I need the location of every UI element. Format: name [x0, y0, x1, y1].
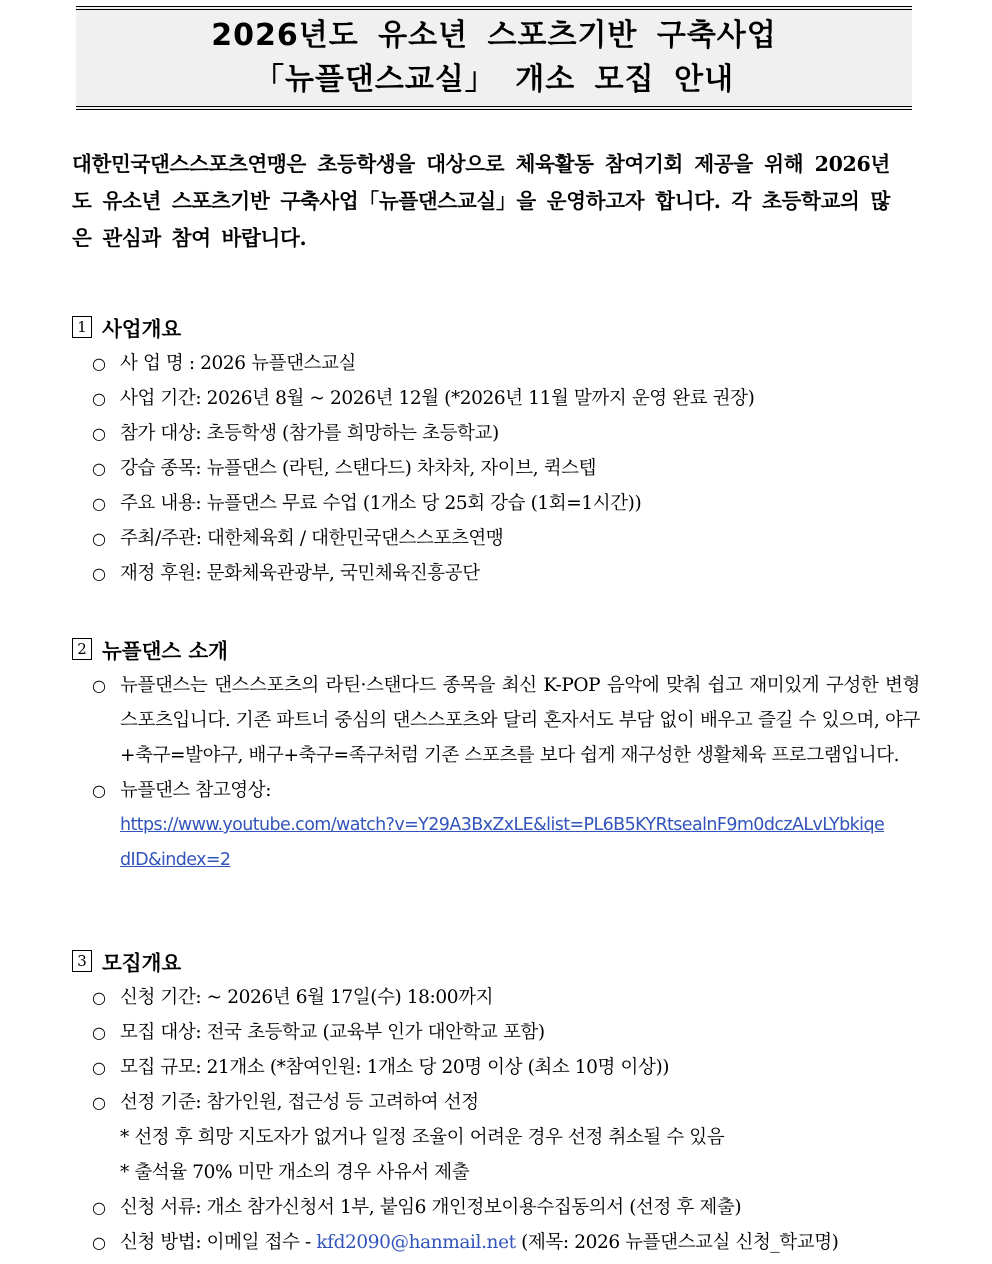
section-2-heading — [72, 634, 228, 664]
section-1-list — [92, 346, 924, 591]
bullet-icon: ○ — [92, 494, 106, 513]
list-item: ○ 신청 서류: 개소 참가신청서 1부, 붙임6 개인정보이용수집동의서 (선정 후 제출) — [92, 1190, 924, 1225]
method-subject: (제목: 2026 뉴플댄스교실 신청_학교명) — [515, 1232, 839, 1253]
bullet-icon: ○ — [92, 529, 106, 548]
bullet-icon: ○ — [92, 988, 106, 1007]
bullet-icon: ○ — [92, 1198, 106, 1217]
document-title-box — [76, 6, 912, 110]
section-1-heading — [72, 312, 181, 342]
bullet-icon: ○ — [92, 564, 106, 583]
section-3-title: 모집개요 — [102, 951, 182, 975]
video-link-line-2[interactable]: dID&index=2 — [120, 850, 231, 870]
bullet-icon: ○ — [92, 354, 106, 373]
list-item — [92, 1225, 924, 1260]
list-item: ○ 강습 종목: 뉴플댄스 (라틴, 스탠다드) 차차차, 자이브, 퀵스텝 — [92, 451, 924, 486]
list-item: ○ 선정 기준: 참가인원, 접근성 등 고려하여 선정 — [92, 1085, 924, 1120]
bullet-icon: ○ — [92, 676, 106, 695]
list-item: ○ 신청 기간: ~ 2026년 6월 17일(수) 18:00까지 — [92, 980, 924, 1015]
list-item: ○ 재정 후원: 문화체육관광부, 국민체육진흥공단 — [92, 556, 924, 591]
attendance-note: * 출석율 70% 미만 개소의 경우 사유서 제출 — [120, 1162, 470, 1183]
bullet-icon: ○ — [92, 424, 106, 443]
bullet-icon: ○ — [92, 1233, 106, 1252]
intro-paragraph: 대한민국댄스스포츠연맹은 초등학생을 대상으로 체육활동 참여기회 제공을 위해 2026년도 유소년 스포츠기반 구축사업「뉴플댄스교실」을 운영하고자 합니다. 각 초등학교의 많은 관심과 참여 바랍니다. — [72, 152, 890, 250]
bullet-icon: ○ — [92, 1093, 106, 1112]
list-item: ○ 모집 규모: 21개소 (*참여인원: 1개소 당 20명 이상 (최소 10명 이상)) — [92, 1050, 924, 1085]
title-line-1: 2026년도 유소년 스포츠기반 구축사업 — [211, 18, 777, 53]
list-item: ○ 주최/주관: 대한체육회 / 대한민국댄스스포츠연맹 — [92, 521, 924, 556]
video-link-line-1[interactable]: https://www.youtube.com/watch?v=Y29A3BxZxLE&list=PL6B5KYRtsealnF9m0dczALvLYbkiqe — [120, 815, 885, 835]
section-2-number: 2 — [72, 638, 92, 660]
method-label: 신청 방법: 이메일 접수 - — [120, 1232, 317, 1253]
bullet-icon: ○ — [92, 459, 106, 478]
bullet-icon: ○ — [92, 781, 106, 800]
selection-note: * 선정 후 희망 지도자가 없거나 일정 조율이 어려운 경우 선정 취소될 수 있음 — [120, 1127, 725, 1148]
list-item: ○ 사 업 명 : 2026 뉴플댄스교실 — [92, 346, 924, 381]
list-item: ○ 뉴플댄스 참고영상: — [92, 773, 924, 808]
section-1-title: 사업개요 — [102, 317, 182, 341]
title-line-2: 「뉴플댄스교실」 개소 모집 안내 — [253, 62, 735, 97]
section-3-heading — [72, 946, 181, 976]
section-1-number: 1 — [72, 316, 92, 338]
email-link[interactable]: kfd2090@hanmail.net — [316, 1232, 516, 1253]
list-item: ○ 참가 대상: 초등학생 (참가를 희망하는 초등학교) — [92, 416, 924, 451]
bullet-icon: ○ — [92, 1023, 106, 1042]
list-item: ○ 뉴플댄스는 댄스스포츠의 라틴·스탠다드 종목을 최신 K-POP 음악에 맞춰 쉽고 재미있게 구성한 변형 스포츠입니다. 기존 파트너 중심의 댄스스포츠와 달리 혼자서도 부담 없이 배우고 즐길 수 있으며, 야구+축구=발야구, 배구+축구=족구처럼 기존 스포츠를 보다 쉽게 재구성한 생활체육 프로그램입니다. — [92, 668, 924, 773]
section-2-title: 뉴플댄스 소개 — [102, 639, 228, 663]
list-item: ○ 주요 내용: 뉴플댄스 무료 수업 (1개소 당 25회 강습 (1회=1시간)) — [92, 486, 924, 521]
list-item: ○ 모집 대상: 전국 초등학교 (교육부 인가 대안학교 포함) — [92, 1015, 924, 1050]
section-2-list — [92, 668, 924, 878]
section-3-list — [92, 980, 924, 1260]
bullet-icon: ○ — [92, 389, 106, 408]
section-3-number: 3 — [72, 950, 92, 972]
bullet-icon: ○ — [92, 1058, 106, 1077]
list-item: ○ 사업 기간: 2026년 8월 ~ 2026년 12월 (*2026년 11월 말까지 운영 완료 권장) — [92, 381, 924, 416]
